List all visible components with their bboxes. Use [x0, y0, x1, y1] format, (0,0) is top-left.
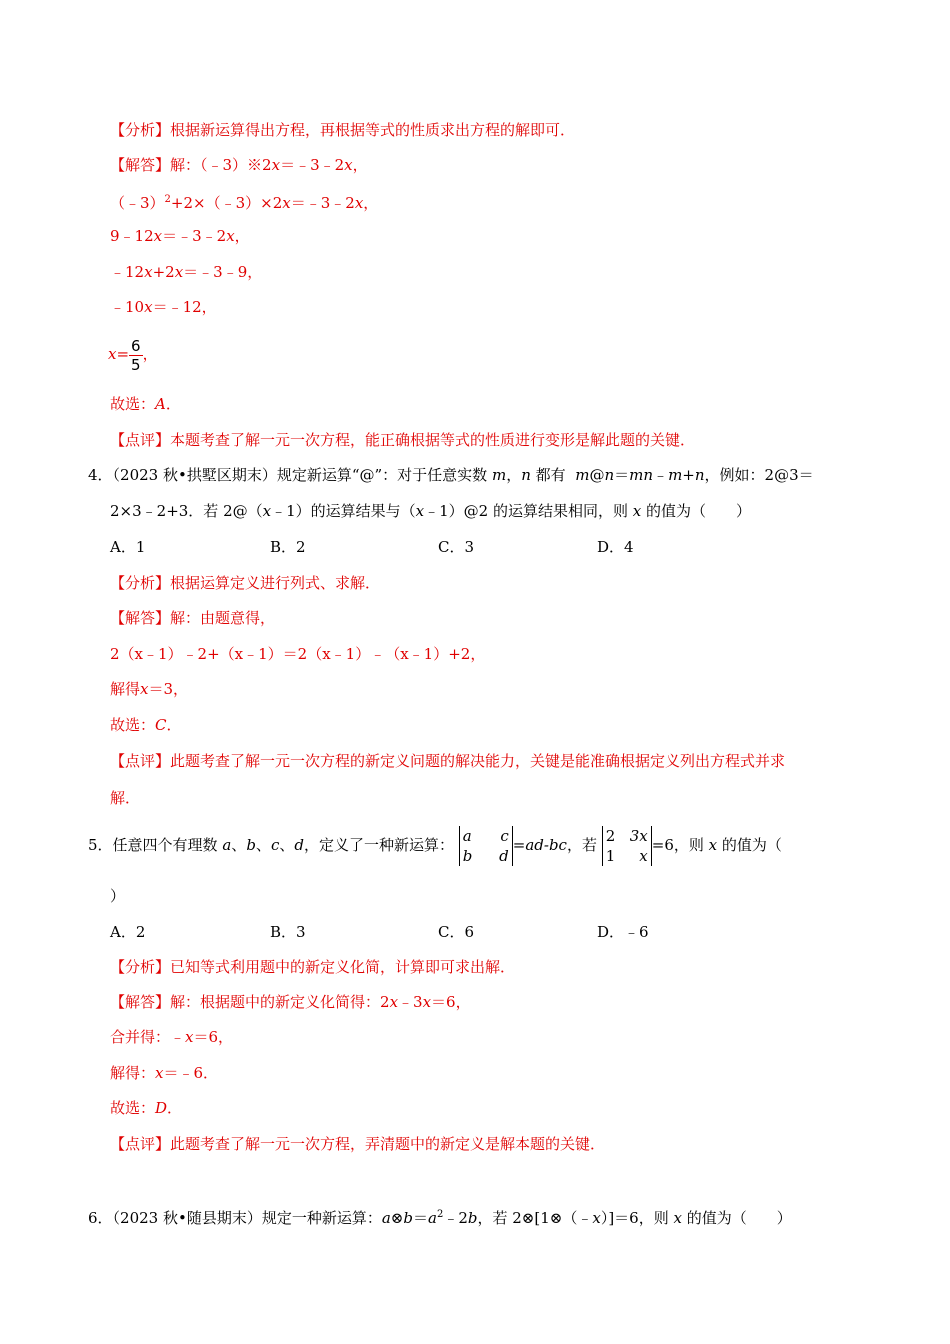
q5-comment: 【点评】此题考查了解一元一次方程，弄清题中的新定义是解本题的关键． — [110, 1135, 606, 1153]
fraction: $\frac{6}{5}$ — [131, 336, 141, 374]
q4-comment-line2: 解． — [110, 789, 141, 807]
q4-answer-intro: 【解答】解：由题意得， — [110, 609, 276, 627]
q3-step4: ﹣10x＝﹣12， — [110, 298, 217, 316]
q3-answer-intro: 【解答】解：（﹣3）※2x＝﹣3﹣2x， — [110, 156, 368, 174]
q4-step2: 解得x＝3， — [110, 680, 189, 698]
q6-stem: 6．（2023 秋•随县期末）规定一种新运算：$a\otimes b=a^2﹣2b$，若 2⊗[1⊗（﹣x）]＝6，则 x 的值为（ ） — [88, 1209, 792, 1227]
q5-step2: 解得：x＝﹣6． — [110, 1064, 219, 1082]
q3-step3: ﹣12x+2x＝﹣3﹣9， — [110, 263, 263, 281]
option-c[interactable]: C．3 — [438, 538, 475, 556]
determinant-2-3x-1-x: 2 3x 1 x — [602, 826, 652, 866]
q5-stem-line2: ） — [110, 887, 126, 905]
q3-choice: 故选：A． — [110, 395, 181, 413]
q5-choice: 故选：D． — [110, 1099, 183, 1117]
option-b[interactable]: B．3 — [270, 923, 306, 941]
option-b[interactable]: B．2 — [270, 538, 306, 556]
q4-comment-line1: 【点评】此题考查了解一元一次方程的新定义问题的解决能力，关键是能准确根据定义列出方程式并求 — [110, 752, 786, 770]
q4-choice: 故选：C． — [110, 716, 182, 734]
q3-step2: 9﹣12x＝﹣3﹣2x， — [110, 227, 250, 245]
q5-step1: 合并得：﹣x＝6， — [110, 1028, 234, 1046]
q3-step5: x= $\frac{6}{5}$ ， — [108, 336, 158, 374]
option-c[interactable]: C．6 — [438, 923, 475, 941]
q4-analysis: 【分析】根据运算定义进行列式、求解． — [110, 574, 381, 592]
q3-analysis: 【分析】根据新运算得出方程，再根据等式的性质求出方程的解即可． — [110, 121, 576, 139]
q4-stem-line1: 4．（2023 秋•拱墅区期末）规定新运算“@”：对于任意实数 m，n 都有 m@n＝mn﹣m+n，例如：2@3＝ — [88, 466, 814, 484]
q5-analysis: 【分析】已知等式利用题中的新定义化简，计算即可求出解． — [110, 958, 516, 976]
q3-step1: （﹣3）$^2$+2×（﹣3）×2x＝﹣3﹣2x， — [110, 194, 379, 212]
determinant-abcd: a c b d — [459, 826, 513, 866]
q5-stem: 5．任意四个有理数 a、b、c、d，定义了一种新运算： a c b d =ad-bc，若 2 3x 1 x =6，则 x 的值为（ — [88, 827, 782, 865]
q4-step1: 2（x﹣1）﹣2+（x﹣1）＝2（x﹣1）﹣（x﹣1）+2， — [110, 645, 486, 663]
option-a[interactable]: A．1 — [110, 538, 146, 556]
option-d[interactable]: D．﹣6 — [597, 923, 649, 941]
q5-answer-intro: 【解答】解：根据题中的新定义化简得：2x﹣3x＝6， — [110, 993, 471, 1011]
option-d[interactable]: D．4 — [597, 538, 634, 556]
option-a[interactable]: A．2 — [110, 923, 146, 941]
q4-stem-line2: 2×3﹣2+3．若 2@（x﹣1）的运算结果与（x﹣1）@2 的运算结果相同，则 x 的值为（ ） — [110, 502, 752, 520]
q3-comment: 【点评】本题考查了解一元一次方程，能正确根据等式的性质进行变形是解此题的关键． — [110, 431, 696, 449]
